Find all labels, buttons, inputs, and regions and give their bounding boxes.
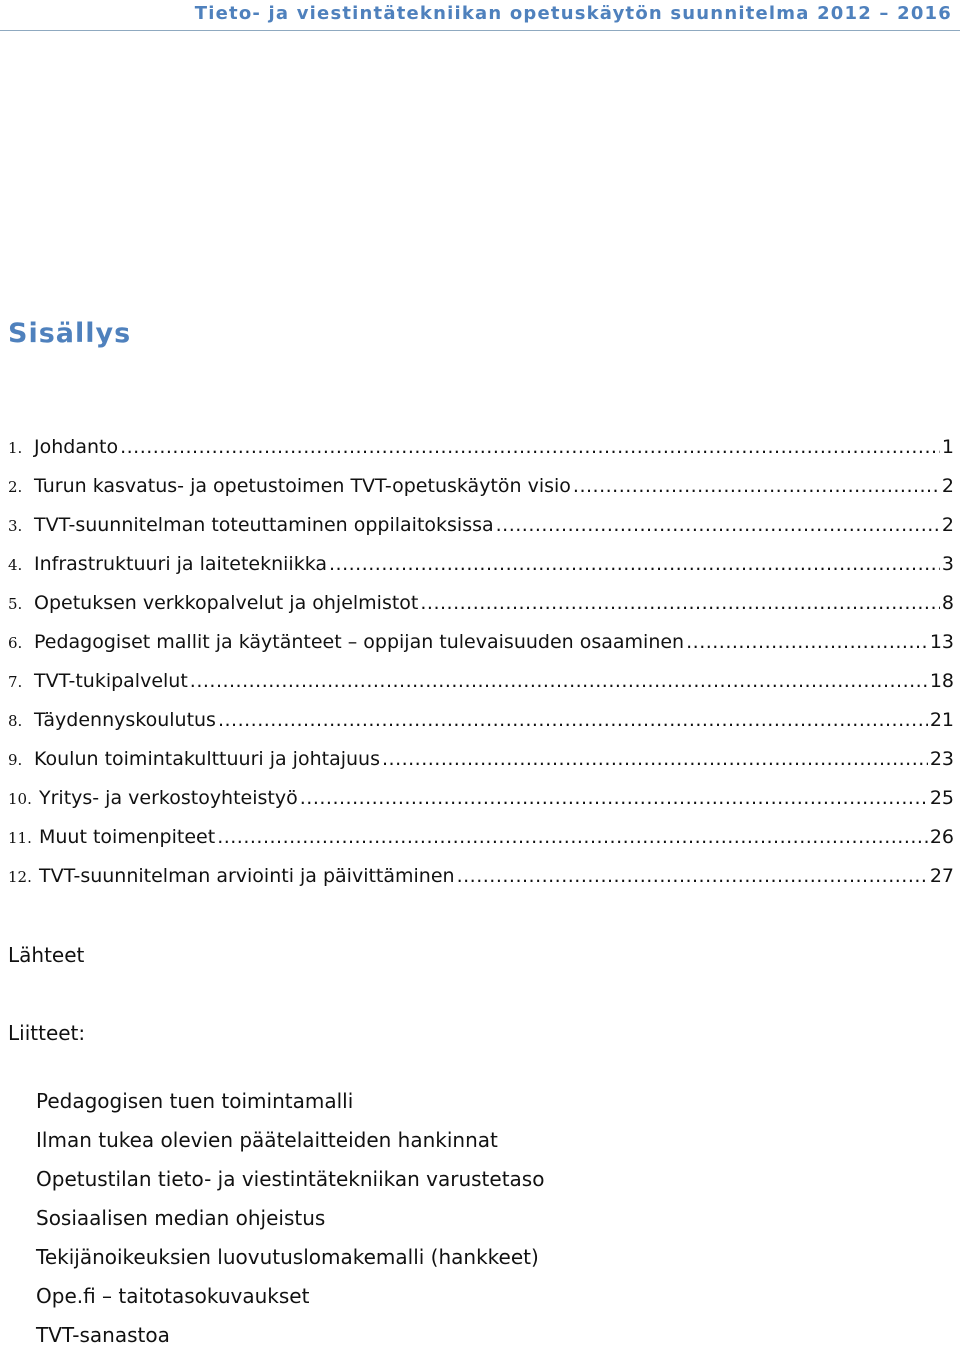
appendix-item: Sosiaalisen median ohjeistus	[36, 1206, 326, 1230]
toc-entry-page: 18	[929, 670, 954, 692]
toc-entry-page: 27	[929, 865, 954, 887]
sources-label: Lähteet	[8, 943, 85, 967]
toc-entry-page: 26	[929, 826, 954, 848]
toc-entry-page: 2	[941, 475, 954, 497]
toc-entry[interactable]	[8, 826, 954, 865]
toc-entry-page: 23	[929, 748, 954, 770]
toc-entry-number: 9.	[8, 751, 23, 769]
toc-entry-title: Koulun toimintakulttuuri ja johtajuus	[34, 748, 380, 770]
toc-dot-leader	[300, 787, 928, 809]
toc-entry-number: 7.	[8, 673, 23, 691]
toc-entry-page: 25	[929, 787, 954, 809]
appendix-item: TVT-sanastoa	[36, 1323, 170, 1347]
toc-heading: Sisällys	[8, 318, 132, 349]
toc-entry-title: Muut toimenpiteet	[39, 826, 216, 848]
toc-entry[interactable]	[8, 553, 954, 592]
appendix-list	[36, 1089, 544, 1362]
toc-entry-number: 4.	[8, 556, 23, 574]
document-title: Tieto- ja viestintätekniikan opetuskäytön suunnitelma 2012 – 2016	[194, 3, 952, 24]
toc-entry-page: 21	[929, 709, 954, 731]
toc-dot-leader	[496, 514, 940, 536]
toc-entry[interactable]	[8, 787, 954, 826]
toc-dot-leader	[217, 826, 928, 848]
toc-entry-page: 2	[941, 514, 954, 536]
toc-entry-number: 1.	[8, 439, 23, 457]
appendices-label: Liitteet:	[8, 1021, 86, 1045]
toc-entry-title: Pedagogiset mallit ja käytänteet – oppijan tulevaisuuden osaaminen	[34, 631, 685, 653]
toc-entry-page: 3	[941, 553, 954, 575]
toc-dot-leader	[382, 748, 928, 770]
toc-entry-title: Yritys- ja verkostoyhteistyö	[39, 787, 298, 809]
toc-entry[interactable]	[8, 865, 954, 904]
toc-entry-number: 8.	[8, 712, 23, 730]
toc-entry-title: Opetuksen verkkopalvelut ja ohjelmistot	[34, 592, 419, 614]
appendix-item: Ilman tukea olevien päätelaitteiden hankinnat	[36, 1128, 498, 1152]
toc-entry-title: TVT-suunnitelman arviointi ja päivittäminen	[39, 865, 455, 887]
toc-dot-leader	[686, 631, 928, 653]
toc-dot-leader	[573, 475, 940, 497]
toc-entry-number: 5.	[8, 595, 23, 613]
toc-entry-page: 8	[941, 592, 954, 614]
table-of-contents	[8, 436, 954, 904]
appendix-item: Ope.fi – taitotasokuvaukset	[36, 1284, 310, 1308]
toc-entry-number: 2.	[8, 478, 23, 496]
toc-dot-leader	[420, 592, 940, 614]
toc-dot-leader	[457, 865, 928, 887]
page-header	[0, 0, 960, 31]
toc-entry[interactable]	[8, 709, 954, 748]
toc-entry-title: TVT-suunnitelman toteuttaminen oppilaitoksissa	[34, 514, 494, 536]
appendix-item: Pedagogisen tuen toimintamalli	[36, 1089, 354, 1113]
toc-entry-number: 3.	[8, 517, 23, 535]
toc-entry[interactable]	[8, 436, 954, 475]
toc-entry-number: 12.	[8, 868, 32, 886]
toc-dot-leader	[329, 553, 940, 575]
appendix-item: Opetustilan tieto- ja viestintätekniikan varustetaso	[36, 1167, 545, 1191]
toc-entry[interactable]	[8, 748, 954, 787]
toc-entry[interactable]	[8, 514, 954, 553]
toc-entry-page: 1	[941, 436, 954, 458]
toc-entry-number: 11.	[8, 829, 32, 847]
toc-entry-title: TVT-tukipalvelut	[34, 670, 188, 692]
toc-entry-page: 13	[929, 631, 954, 653]
toc-entry-title: Turun kasvatus- ja opetustoimen TVT-opetuskäytön visio	[34, 475, 571, 497]
appendix-item: Tekijänoikeuksien luovutuslomakemalli (hankkeet)	[36, 1245, 539, 1269]
toc-entry-title: Täydennyskoulutus	[34, 709, 216, 731]
toc-entry[interactable]	[8, 475, 954, 514]
toc-entry[interactable]	[8, 670, 954, 709]
toc-dot-leader	[120, 436, 940, 458]
toc-entry[interactable]	[8, 631, 954, 670]
toc-dot-leader	[190, 670, 928, 692]
toc-entry-number: 10.	[8, 790, 32, 808]
toc-entry-number: 6.	[8, 634, 23, 652]
toc-entry-title: Johdanto	[34, 436, 119, 458]
toc-entry-title: Infrastruktuuri ja laitetekniikka	[34, 553, 328, 575]
toc-entry[interactable]	[8, 592, 954, 631]
toc-dot-leader	[218, 709, 928, 731]
